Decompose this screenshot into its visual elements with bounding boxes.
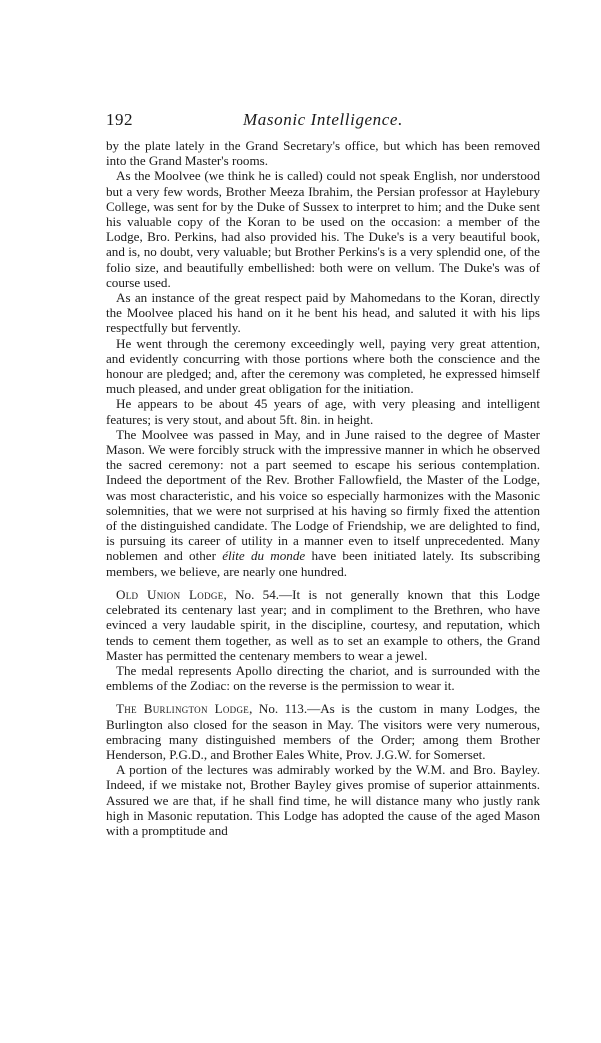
paragraph-lectures: A portion of the lectures was admirably worked by the W.M. and Bro. Bayley. Indeed, if we mistake not, Brother Bayley gives promise of superior attainments. Assured we are that, if he shall find time, he will distance many who justly rank high in Masonic reputation. This Lodge has adopted the cause of the aged Mason with a promptitude and [106, 762, 540, 838]
paragraph-burlington-lodge: The Burlington Lodge, No. 113.—As is the custom in many Lodges, the Burlington also closed for the season in May. The visitors were very numerous, embracing many distinguished members of the Order; among them Brother Henderson, P.G.D., and Brother Eales White, Prov. J.G.W. for Somerset. [106, 701, 540, 762]
page-number: 192 [106, 110, 133, 129]
paragraph-moolvee-interpreter: As the Moolvee (we think he is called) could not speak English, nor understood but a very few words, Brother Meeza Ibrahim, the Persian professor at Haylebury College, was sent for by the Duke of Sussex to interpret to him; and the Duke sent his valuable copy of the Koran to be used on the occasion: a member of the Lodge, Bro. Perkins, had also provided his. The Duke's is a very beautiful book, and is, no doubt, very valuable; but Brother Perkins's is a very splendid one, of the folio size, and beautifully embellished: both were on vellum. The Duke's was of course used. [106, 168, 540, 290]
paragraph-ceremony: He went through the ceremony exceedingly well, paying very great attention, and evidently concurring with those portions where both the conscience and the honour are pledged; and, after the ceremony was completed, he expressed himself much pleased, and under great obligation for the initiation. [106, 335, 540, 397]
section-lead: The Burlington Lodge [116, 701, 250, 717]
running-title: Masonic Intelligence. [243, 110, 403, 129]
body-text [106, 138, 540, 838]
running-head [106, 110, 540, 136]
paragraph-old-union-lodge: Old Union Lodge, No. 54.—It is not generally known that this Lodge celebrated its centenary last year; and in compliment to the Brethren, who have evinced a very laudable spirit, in the discipline, courtesy, and reputation, which tends to cement them together, as well as to set an example to others, the Grand Master has permitted the centenary members to wear a jewel. [106, 586, 540, 663]
italic-phrase: élite du monde [222, 548, 306, 564]
paragraph-master-mason: The Moolvee was passed in May, and in June raised to the degree of Master Mason. We were forcibly struck with the impressive manner in which he observed the sacred ceremony: not a part seemed to escape his serious contemplation. Indeed the deportment of the Rev. Brother Fallowfield, the Master of the Lodge, was most characteristic, and his voice so especially harmonizes with the Masonic solemnities, that we were not surprised at his having so firmly fixed the attention of the distinguished candidate. The Lodge of Friendship, we are delighted to find, is pursuing its career of utility in a manner even to itself unprecedented. Many noblemen and other élite du monde have been initiated lately. Its subscribing members, we believe, are nearly one hundred. [106, 426, 540, 579]
paragraph-koran-respect: As an instance of the great respect paid by Mahomedans to the Koran, directly the Moolvee placed his hand on it he bent his head, and saluted it with his lips respectfully but fervently. [106, 290, 540, 336]
paragraph-medal: The medal represents Apollo directing the chariot, and is surrounded with the emblems of the Zodiac: on the reverse is the permission to wear it. [106, 662, 540, 694]
book-page [106, 110, 540, 838]
paragraph-appearance: He appears to be about 45 years of age, with very pleasing and intelligent features; is very stout, and about 5ft. 8in. in height. [106, 396, 540, 427]
paragraph-continued: by the plate lately in the Grand Secretary's office, but which has been removed into the Grand Master's rooms. [106, 138, 540, 169]
section-lead: Old Union Lodge [116, 586, 224, 602]
